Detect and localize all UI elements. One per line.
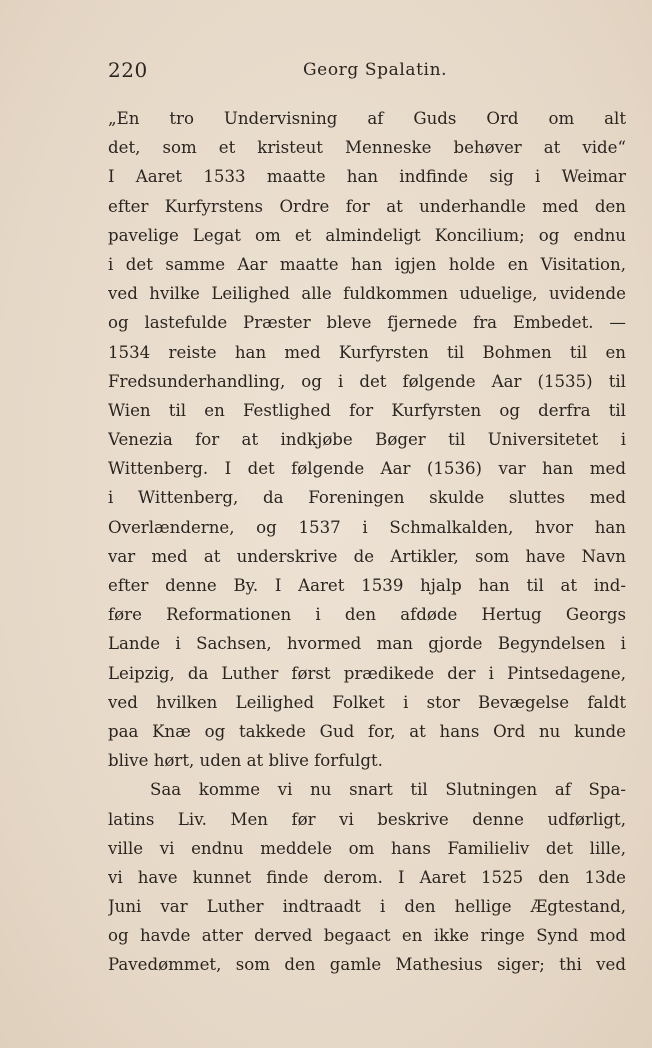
text-line: Overlænderne, og 1537 i Schmalkalden, hvor han bbox=[108, 517, 626, 537]
paragraph-start-line: Saa komme vi nu snart til Slutningen af Spa- bbox=[150, 780, 626, 800]
text-line: 1534 reiste han med Kurfyrsten til Bohmen til en bbox=[108, 342, 626, 362]
page-header bbox=[108, 58, 528, 86]
running-head: Georg Spalatin. bbox=[303, 60, 448, 80]
text-line: paa Knæ og takkede Gud for, at hans Ord nu kunde bbox=[108, 721, 626, 741]
text-line: føre Reformationen i den afdøde Hertug Georgs bbox=[108, 605, 626, 625]
text-line: ved hvilke Leilighed alle fuldkommen uduelige, uvidende bbox=[108, 284, 626, 304]
text-line: efter denne By. I Aaret 1539 hjalp han til at ind- bbox=[108, 576, 626, 595]
text-line: efter Kurfyrstens Ordre for at underhandle med den bbox=[108, 196, 626, 216]
text-line: i det samme Aar maatte han igjen holde en Visitation, bbox=[108, 254, 626, 274]
text-line: „En tro Undervisning af Guds Ord om alt bbox=[108, 109, 626, 128]
text-line: Juni var Luther indtraadt i den hellige Ægtestand, bbox=[108, 897, 626, 917]
text-line: Lande i Sachsen, hvormed man gjorde Begyndelsen i bbox=[108, 634, 626, 654]
text-line: Venezia for at indkjøbe Bøger til Universitetet i bbox=[108, 430, 626, 450]
text-line: pavelige Legat om et almindeligt Koncilium; og endnu bbox=[108, 225, 626, 245]
text-line: ved hvilken Leilighed Folket i stor Bevægelse faldt bbox=[108, 692, 626, 712]
body-text bbox=[108, 104, 626, 980]
text-line: i Wittenberg, da Foreningen skulde sluttes med bbox=[108, 488, 626, 508]
text-line: vi have kunnet finde derom. I Aaret 1525 den 13de bbox=[108, 867, 626, 887]
page-number: 220 bbox=[108, 58, 148, 82]
text-line: I Aaret 1533 maatte han indfinde sig i Weimar bbox=[108, 167, 626, 187]
text-line: Wien til en Festlighed for Kurfyrsten og derfra til bbox=[108, 400, 626, 420]
text-line: Leipzig, da Luther først prædikede der i Pintsedagene, bbox=[108, 663, 626, 683]
text-line: og lastefulde Præster bleve fjernede fra Embedet. — bbox=[108, 313, 626, 333]
text-line: Pavedømmet, som den gamle Mathesius siger; thi ved bbox=[108, 955, 626, 975]
text-line: ville vi endnu meddele om hans Familieliv det lille, bbox=[108, 838, 626, 858]
paragraph-end-line: blive hørt, uden at blive forfulgt. bbox=[108, 751, 383, 771]
text-line: og havde atter derved begaact en ikke ringe Synd mod bbox=[108, 926, 626, 946]
text-line: latins Liv. Men før vi beskrive denne udførligt, bbox=[108, 809, 626, 829]
text-line: var med at underskrive de Artikler, som have Navn bbox=[108, 546, 626, 566]
text-line: Fredsunderhandling, og i det følgende Aar (1535) til bbox=[108, 371, 626, 391]
text-line: Wittenberg. I det følgende Aar (1536) var han med bbox=[108, 459, 626, 479]
text-line: det, som et kristeut Menneske behøver at vide“ bbox=[108, 138, 626, 158]
